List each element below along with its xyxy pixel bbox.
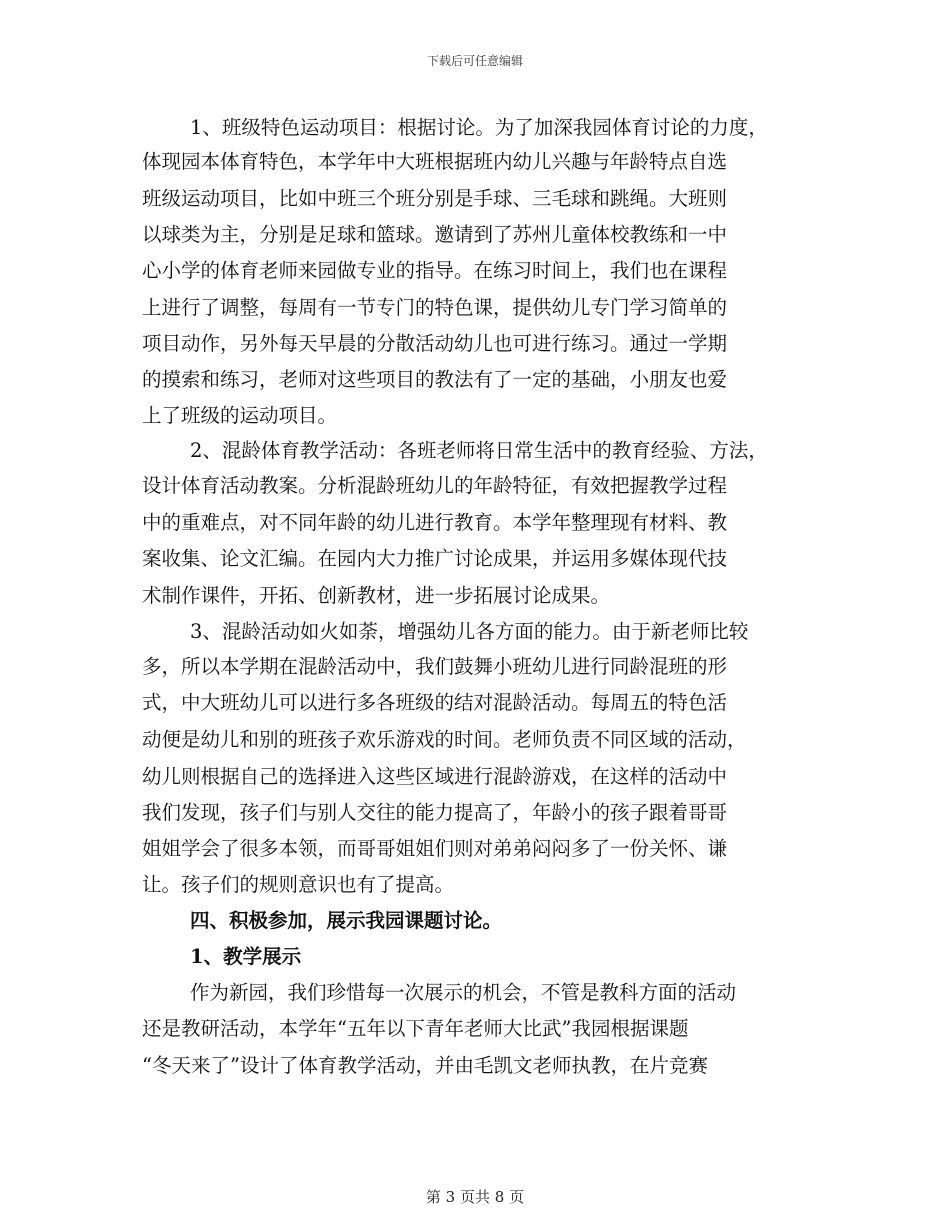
- text-line: 动便是幼儿和别的班孩子欢乐游戏的时间。老师负责不同区域的活动，: [142, 728, 747, 751]
- text-line: 让。孩子们的规则意识也有了提高。: [142, 873, 455, 896]
- text-line: 术制作课件，开拓、创新教材，进一步拓展讨论成果。: [142, 584, 611, 607]
- text-line: 上了班级的运动项目。: [142, 404, 338, 427]
- text-line: 还是教研活动，本学年“五年以下青年老师大比武”我园根据课题: [142, 1017, 689, 1040]
- text-line: 作为新园，我们珍惜每一次展示的机会，不管是教科方面的活动: [190, 981, 737, 1004]
- text-line: 2、混龄体育教学活动：各班老师将日常生活中的教育经验、方法，: [190, 439, 768, 462]
- text-line: 幼儿则根据自己的选择进入这些区域进行混龄游戏，在这样的活动中: [142, 765, 728, 788]
- text-line: 姐姐学会了很多本领，而哥哥姐姐们则对弟弟闷闷多了一份关怀、谦: [142, 837, 728, 860]
- section-heading: 四、积极参加，展示我园课题讨论。: [190, 909, 503, 932]
- page-header: 下载后可任意编辑: [426, 54, 523, 68]
- text-line: 式，中大班幼儿可以进行多各班级的结对混龄活动。每周五的特色活: [142, 691, 728, 714]
- page-footer: 第 3 页共 8 页: [425, 1188, 525, 1206]
- text-line: 项目动作，另外每天早晨的分散活动幼儿也可进行练习。通过一学期: [142, 332, 728, 355]
- text-line: 1、班级特色运动项目：根据讨论。为了加深我园体育讨论的力度，: [190, 116, 768, 139]
- text-line: 体现园本体育特色，本学年中大班根据班内幼儿兴趣与年龄特点自选: [142, 150, 728, 173]
- text-line: 多，所以本学期在混龄活动中，我们鼓舞小班幼儿进行同龄混班的形: [142, 655, 728, 678]
- text-line: 设计体育活动教案。分析混龄班幼儿的年龄特征，有效把握教学过程: [142, 474, 728, 497]
- text-line: 案收集、论文汇编。在园内大力推广讨论成果，并运用多媒体现代技: [142, 547, 728, 570]
- text-line: 班级运动项目，比如中班三个班分别是手球、三毛球和跳绳。大班则: [142, 187, 728, 210]
- subsection-heading: 1、教学展示: [190, 945, 302, 968]
- text-line: 的摸索和练习，老师对这些项目的教法有了一定的基础，小朋友也爱: [142, 368, 728, 391]
- text-line: 我们发现，孩子们与别人交往的能力提高了，年龄小的孩子跟着哥哥: [142, 801, 728, 824]
- text-line: 以球类为主，分别是足球和篮球。邀请到了苏州儿童体校教练和一中: [142, 223, 728, 246]
- text-line: “冬天来了”设计了体育教学活动，并由毛凯文老师执教，在片竞赛: [142, 1054, 708, 1077]
- text-line: 3、混龄活动如火如荼，增强幼儿各方面的能力。由于新老师比较: [190, 620, 749, 643]
- text-line: 上进行了调整，每周有一节专门的特色课，提供幼儿专门学习简单的: [142, 296, 728, 319]
- text-line: 中的重难点，对不同年龄的幼儿进行教育。本学年整理现有材料、教: [142, 511, 728, 534]
- text-line: 心小学的体育老师来园做专业的指导。在练习时间上，我们也在课程: [142, 259, 728, 282]
